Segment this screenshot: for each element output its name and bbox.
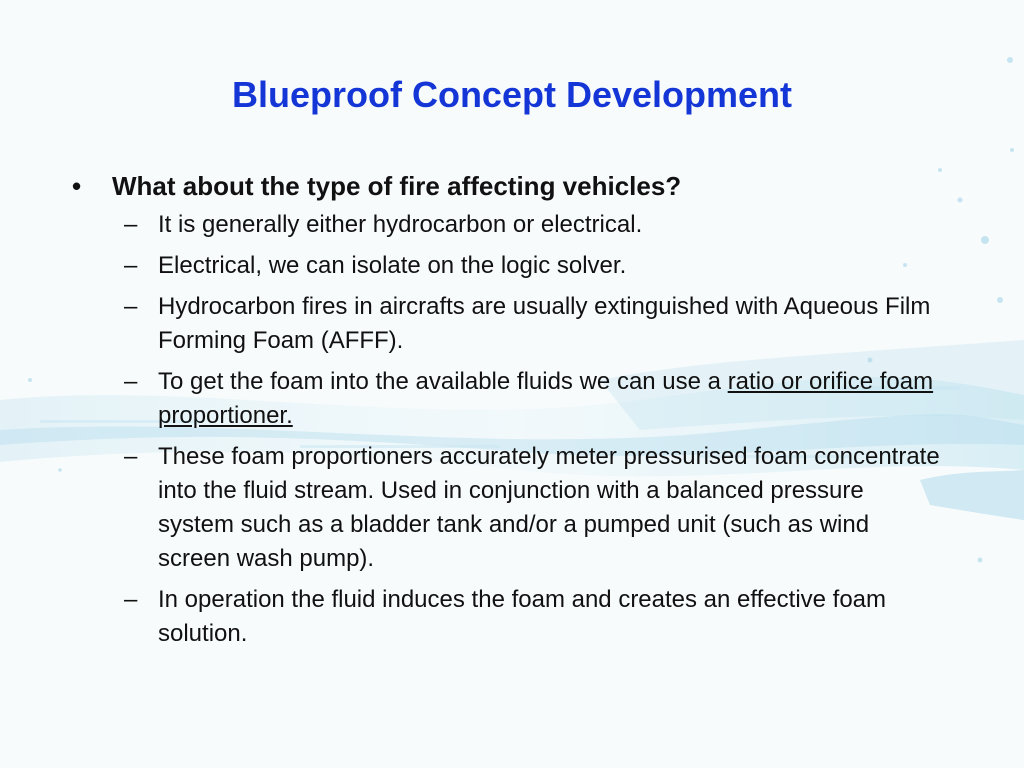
main-bullet-text: What about the type of fire affecting vehicles? <box>112 171 682 201</box>
sub-item-text: It is generally either hydrocarbon or electrical. <box>158 211 643 238</box>
main-bullet <box>72 170 972 202</box>
dash-marker: – <box>124 211 138 238</box>
dash-marker: – <box>124 586 138 613</box>
slide-content <box>72 170 972 658</box>
dash-marker: – <box>124 293 138 320</box>
bullet-marker: • <box>72 171 82 201</box>
dash-marker: – <box>124 252 138 279</box>
sub-item-text: Electrical, we can isolate on the logic solver. <box>158 252 627 279</box>
sub-item-proportioners-meter <box>124 440 944 576</box>
sub-item-electrical-isolate <box>124 249 944 283</box>
sub-item-text: Hydrocarbon fires in aircrafts are usually extinguished with Aqueous Film Forming Foam (AFFF). <box>158 293 931 354</box>
sub-item-text: In operation the fluid induces the foam and creates an effective foam solution. <box>158 586 887 647</box>
sub-item-hydrocarbon-or-electrical <box>124 208 944 242</box>
dash-marker: – <box>124 443 138 470</box>
sub-item-text-lead: To get the foam into the available fluids we can use a <box>158 368 728 395</box>
foam-proportioner-link[interactable]: ratio or orifice foam proportioner. <box>158 368 934 429</box>
sub-item-foam-proportioner <box>124 365 944 433</box>
dash-marker: – <box>124 368 138 395</box>
sub-item-text: These foam proportioners accurately meter pressurised foam concentrate into the fluid stream. Used in conjunction with a balanced pressure system such as a bladder tank and/or a pumped unit (such as wind screen wash pump). <box>158 443 940 572</box>
slide-title: Blueproof Concept Development <box>231 74 793 115</box>
sub-item-hydrocarbon-afff <box>124 290 944 358</box>
sub-item-operation <box>124 583 944 651</box>
sub-item-text <box>158 365 944 433</box>
